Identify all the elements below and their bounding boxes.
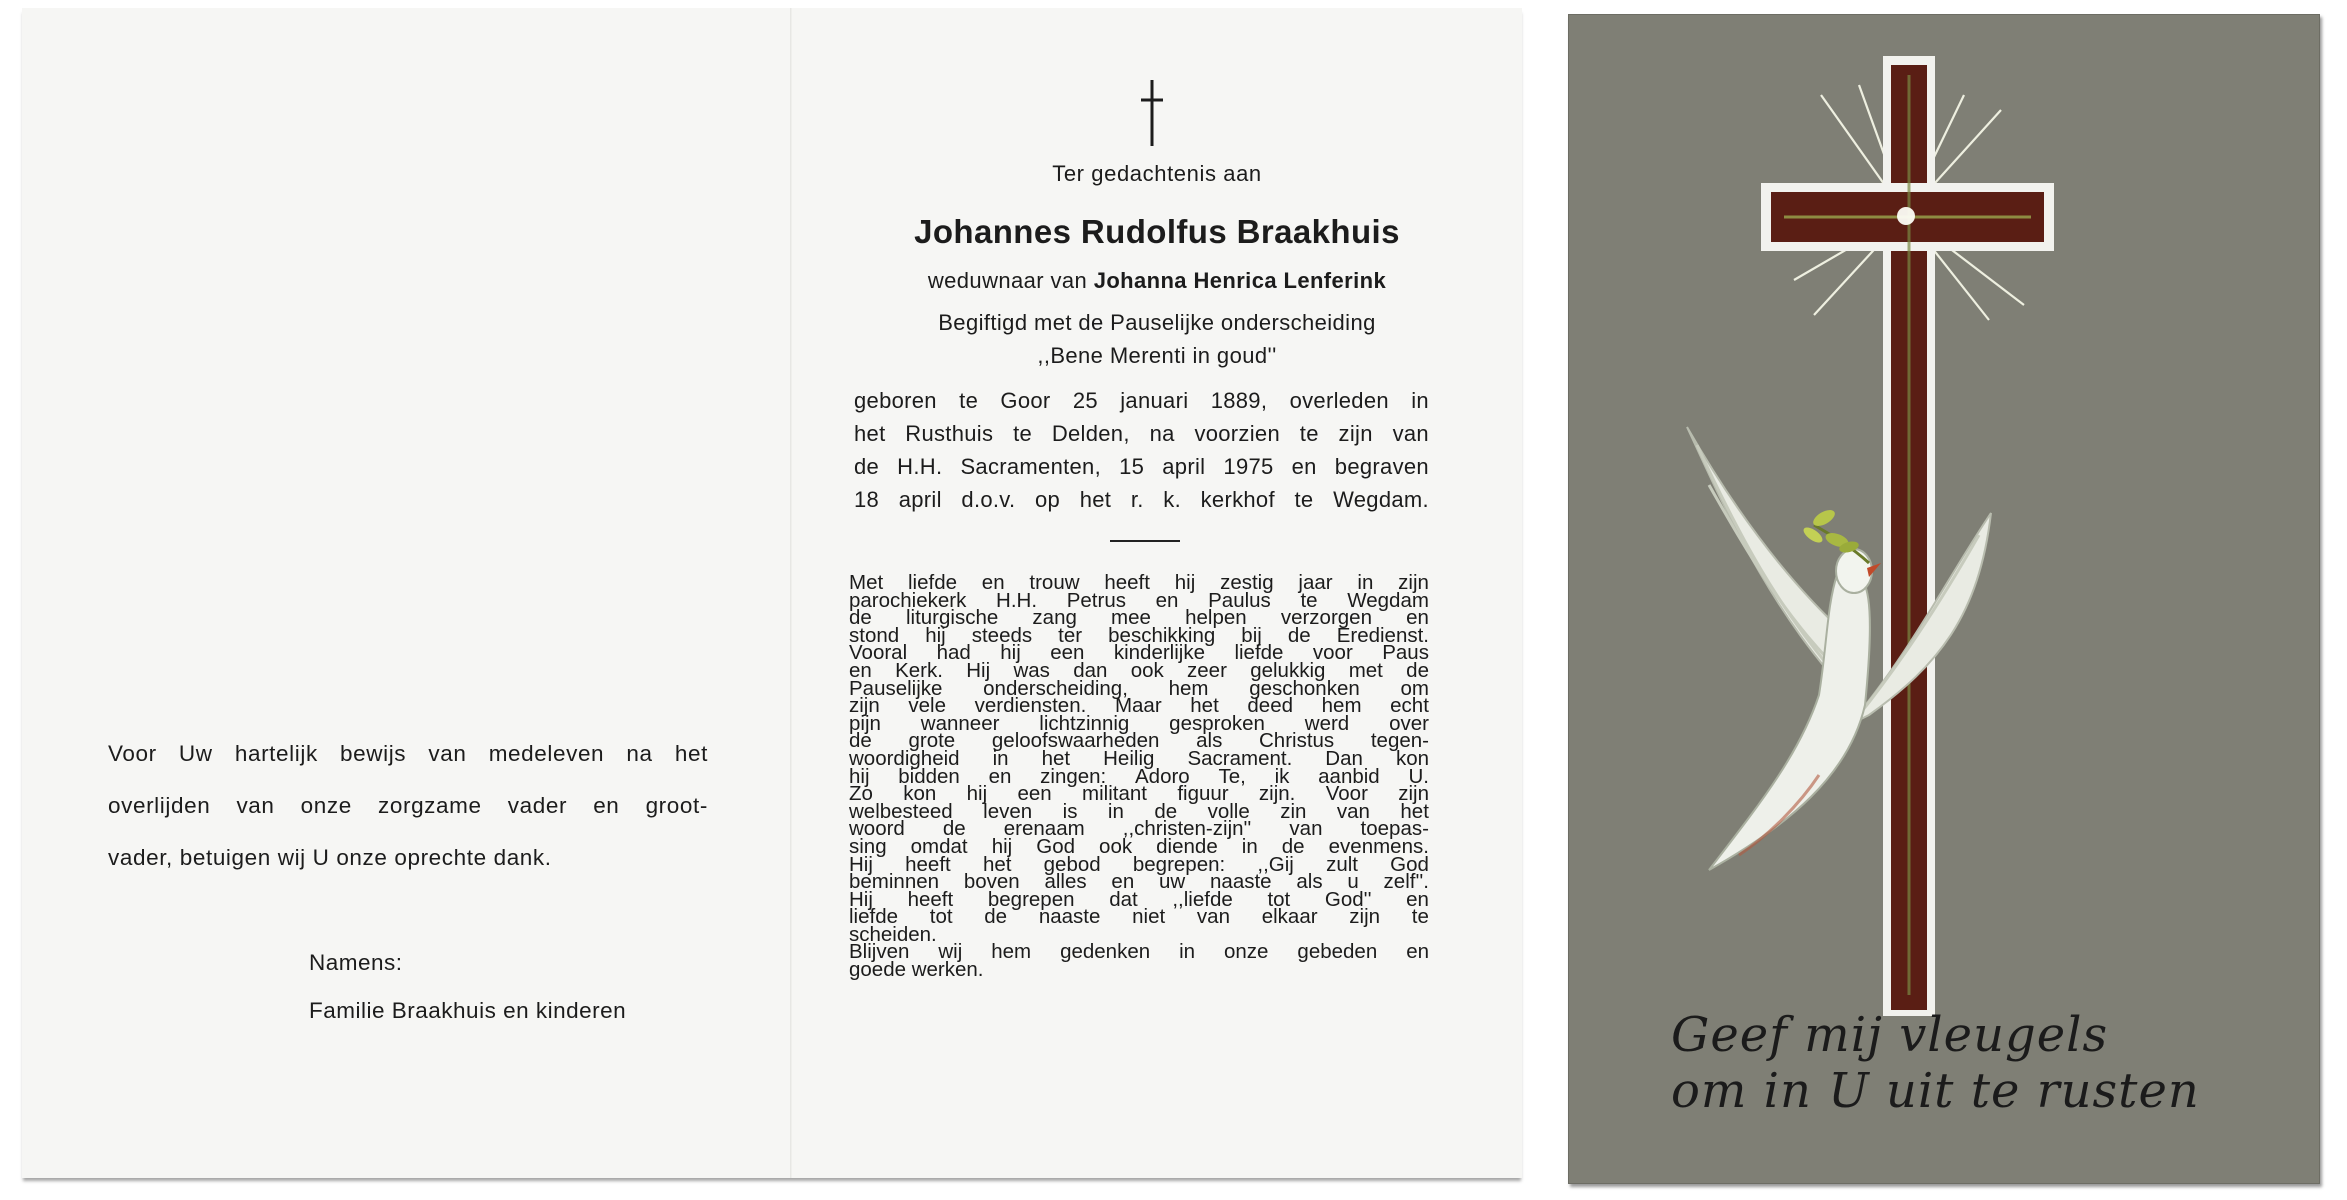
tribute-word: volle	[1207, 799, 1250, 823]
tribute-word: Pauselijke	[849, 676, 943, 700]
tribute-word: evenmens.	[1328, 834, 1429, 858]
tribute-word: liefde	[907, 571, 957, 594]
thanks-word: het	[674, 741, 708, 766]
thanks-line-2	[108, 793, 708, 845]
tribute-word: vele	[908, 694, 946, 718]
tribute-word: als	[1196, 729, 1223, 753]
tribute-word: leven	[983, 799, 1033, 823]
tribute-word: met	[1348, 658, 1383, 682]
thanks-line-1	[108, 741, 708, 793]
tribute-word: woord	[849, 817, 905, 841]
tribute-word: zijn	[1398, 782, 1429, 806]
thanks-word: en	[593, 793, 620, 818]
thanks-line-3	[108, 845, 708, 897]
thanks-word: overlijden	[108, 793, 211, 818]
bio-word: 18	[854, 487, 880, 512]
tribute-word: hem	[991, 940, 1032, 964]
tribute-word: God''	[1324, 887, 1372, 911]
thanks-word: groot-	[645, 793, 708, 818]
tribute-word: Vooral	[849, 641, 908, 665]
bio-word: 15	[1119, 454, 1145, 479]
cross-illustration	[1761, 56, 2054, 1016]
tribute-word: echt	[1390, 694, 1429, 718]
thanks-word: Uw	[178, 741, 213, 766]
tribute-word: geloofswaarheden	[991, 729, 1160, 753]
tribute-word: naaste	[1038, 905, 1101, 929]
tribute-word: grote	[908, 729, 956, 753]
cross-icon	[1132, 78, 1172, 148]
biography-block	[854, 388, 1429, 520]
namens-label: Namens:	[309, 950, 403, 975]
tribute-word: te	[1300, 588, 1318, 612]
widower-prefix: weduwnaar van	[927, 268, 1088, 293]
tribute-word: verdiensten.	[974, 694, 1087, 718]
in-memory-heading: Ter gedachtenis aan	[1052, 161, 1262, 186]
tribute-word: figuur	[1177, 782, 1229, 806]
tribute-word: zijn	[849, 694, 880, 718]
tribute-word: zelf''.	[1383, 870, 1429, 894]
tribute-word: zestig	[1220, 571, 1274, 594]
tribute-word: Wegdam	[1347, 588, 1429, 612]
tribute-word: Paus	[1382, 641, 1429, 665]
tribute-word: lichtzinnig	[1039, 711, 1130, 735]
tribute-word: Heilig	[1103, 746, 1155, 770]
tribute-word: ,,christen-zijn''	[1122, 817, 1252, 841]
tribute-word: tegen-	[1370, 729, 1429, 753]
tribute-word: de	[1281, 834, 1305, 858]
tribute-word: liefde	[849, 905, 899, 929]
tribute-word: en	[981, 571, 1005, 594]
tribute-word: Te,	[1218, 764, 1246, 788]
tribute-word: beschikking	[1108, 623, 1216, 647]
tribute-word: het	[1400, 799, 1429, 823]
bio-line	[854, 487, 1429, 520]
tribute-word: zingen:	[1040, 764, 1107, 788]
olive-branch-icon	[1801, 507, 1869, 563]
tribute-word: zang	[1032, 606, 1077, 630]
bio-word: te	[1294, 487, 1314, 512]
tribute-word: wanneer	[920, 711, 1000, 735]
tribute-word: te	[1411, 905, 1429, 929]
tribute-word: verzorgen	[1280, 606, 1372, 630]
tribute-word: ter	[1058, 623, 1083, 647]
bio-word: voorzien	[1194, 421, 1280, 446]
tribute-word: niet	[1132, 905, 1166, 929]
thanks-word: na	[626, 741, 653, 766]
tribute-word: had	[936, 641, 971, 665]
bio-word: januari	[1120, 388, 1189, 413]
tribute-word: elkaar	[1261, 905, 1318, 929]
tribute-word: werd	[1304, 711, 1350, 735]
bio-line	[854, 454, 1429, 487]
tribute-word: kon	[1395, 746, 1429, 770]
thanks-word: zorgzame	[378, 793, 482, 818]
tribute-word: van	[1289, 817, 1323, 841]
tribute-word: zijn	[1349, 905, 1381, 929]
tribute-word: boven	[963, 870, 1020, 894]
thanks-word: bewijs	[340, 741, 407, 766]
widower-line	[792, 268, 1522, 294]
tribute-word: naaste	[1210, 870, 1272, 894]
tribute-word: pijn	[849, 711, 881, 735]
bio-word: 1889,	[1210, 388, 1268, 413]
tribute-word: aanbid	[1318, 764, 1380, 788]
thanks-word: van	[236, 793, 275, 818]
tribute-word: in	[1107, 799, 1124, 823]
tribute-word: een	[1050, 641, 1085, 665]
tribute-word: diende	[1156, 834, 1218, 858]
holy-card	[1568, 14, 2320, 1184]
tribute-word: in	[992, 746, 1009, 770]
tribute-word: geschonken	[1249, 676, 1360, 700]
tribute-word: en	[849, 658, 872, 682]
tribute-word: Maar	[1114, 694, 1162, 718]
tribute-word: gedenken	[1060, 940, 1151, 964]
tribute-word: het	[982, 852, 1012, 876]
tribute-word: Sacrament.	[1187, 746, 1293, 770]
bio-word: april	[1162, 454, 1206, 479]
tribute-word: U.	[1408, 764, 1429, 788]
tribute-word: begrepen:	[1132, 852, 1226, 876]
tribute-word: deed	[1247, 694, 1294, 718]
tribute-word: Blijven	[849, 940, 910, 964]
tribute-word: uw	[1159, 870, 1186, 894]
tribute-word: Paulus	[1208, 588, 1271, 612]
tribute-word: zeer	[1187, 658, 1227, 682]
tribute-text	[849, 571, 1429, 982]
tribute-word: hij	[991, 834, 1013, 858]
tribute-word: in	[1179, 940, 1196, 964]
bio-word: op	[1035, 487, 1061, 512]
tribute-word: u	[1347, 870, 1359, 894]
tribute-word: dat	[1109, 887, 1138, 911]
tribute-word: Petrus	[1066, 588, 1126, 612]
thanks-word: medeleven	[488, 741, 605, 766]
tribute-word: bij	[1241, 623, 1262, 647]
bio-word: 1975	[1223, 454, 1274, 479]
thanks-word: vader	[507, 793, 568, 818]
tribute-word: kon	[903, 782, 937, 806]
family-signature: Familie Braakhuis en kinderen	[309, 998, 627, 1023]
tribute-word: tot	[929, 905, 953, 929]
tribute-word: Eredienst.	[1336, 623, 1429, 647]
honour-line-2: ,,Bene Merenti in goud''	[1037, 343, 1277, 368]
tribute-word: helpen	[1185, 606, 1247, 630]
deceased-name: Johannes Rudolfus Braakhuis	[914, 213, 1400, 250]
tribute-word: in	[1241, 834, 1258, 858]
tribute-word: omdat	[910, 834, 968, 858]
tribute-word: zijn	[1398, 571, 1429, 594]
bio-word: zijn	[1338, 421, 1373, 446]
tribute-word: beminnen	[849, 870, 940, 894]
tribute-word: is	[1062, 799, 1078, 823]
tribute-word: begrepen	[987, 887, 1075, 911]
tribute-word: de	[984, 905, 1008, 929]
radiance-center	[1897, 207, 1915, 225]
tribute-word: om	[1400, 676, 1429, 700]
bio-word: te	[1013, 421, 1033, 446]
tribute-word: Zo	[849, 782, 873, 806]
thanks-word: van	[428, 741, 467, 766]
bio-line	[854, 421, 1429, 454]
dove-illustration	[1687, 427, 1991, 870]
bio-word: Goor	[1000, 388, 1051, 413]
bio-word: r.	[1130, 487, 1144, 512]
thanks-word: vader, betuigen wij U onze oprechte dank.	[108, 845, 552, 870]
bio-line	[854, 388, 1429, 421]
tribute-word: in	[1357, 571, 1374, 594]
tribute-word: de	[849, 606, 872, 630]
tribute-word: Christus	[1259, 729, 1335, 753]
tribute-word: hem	[1321, 694, 1362, 718]
tribute-word: mee	[1111, 606, 1151, 630]
caption-line-2: om in U uit te rusten	[1671, 1063, 2200, 1119]
tribute-word: hij	[966, 782, 988, 806]
tribute-word: tot	[1267, 887, 1291, 911]
tribute-word: toepas-	[1360, 817, 1429, 841]
tribute-word: Hij	[849, 852, 873, 876]
tribute-word: jaar	[1298, 571, 1333, 594]
card-left-panel	[22, 8, 790, 1178]
tribute-word: dan	[1073, 658, 1108, 682]
tribute-word: voor	[1312, 641, 1353, 665]
bio-word: begraven	[1334, 454, 1429, 479]
caption-line-1: Geef mij vleugels	[1671, 1007, 2109, 1063]
tribute-word: steeds	[971, 623, 1033, 647]
tribute-word: God	[1390, 852, 1429, 876]
bio-word: geboren	[854, 388, 937, 413]
bio-word: te	[959, 388, 979, 413]
tribute-word: kinderlijke	[1113, 641, 1205, 665]
honour-line-1: Begiftigd met de Pauselijke onderscheiding	[938, 310, 1376, 335]
thanks-word: onze	[300, 793, 352, 818]
tribute-word: en	[988, 764, 1012, 788]
tribute-line	[849, 958, 1429, 982]
tribute-word: liturgische	[905, 606, 999, 630]
bio-word: Delden,	[1051, 421, 1130, 446]
tribute-word: Kerk.	[895, 658, 943, 682]
tribute-word: militant	[1082, 782, 1147, 806]
bio-word: kerkhof	[1200, 487, 1275, 512]
tribute-word: alles	[1044, 870, 1087, 894]
bio-word: k.	[1163, 487, 1181, 512]
tribute-word: Adoro	[1135, 764, 1190, 788]
tribute-word: H.H.	[996, 588, 1038, 612]
tribute-word: Met	[849, 571, 884, 594]
tribute-word: bidden	[898, 764, 960, 788]
tribute-word: ook	[1130, 658, 1164, 682]
tribute-word: hij	[1000, 641, 1021, 665]
bio-word: de	[854, 454, 880, 479]
tribute-word: stond	[849, 623, 900, 647]
bio-word: en	[1291, 454, 1317, 479]
tribute-word: een	[1017, 782, 1052, 806]
tribute-word: van	[1196, 905, 1230, 929]
tribute-line-text: scheiden.	[849, 922, 937, 946]
tribute-word: Hij	[849, 887, 873, 911]
bio-word: overleden	[1289, 388, 1389, 413]
card-right-panel	[792, 8, 1522, 1178]
bio-word: van	[1392, 421, 1429, 446]
thanks-text	[108, 741, 708, 897]
tribute-word: en	[1406, 887, 1429, 911]
bio-word: na	[1149, 421, 1175, 446]
tribute-word: heeft	[1104, 571, 1150, 594]
tribute-word: zin	[1280, 799, 1307, 823]
bio-word: d.o.v.	[961, 487, 1016, 512]
bio-word: H.H.	[897, 454, 943, 479]
tribute-word: onze	[1224, 940, 1269, 964]
bio-word: het	[1079, 487, 1112, 512]
tribute-word: hem	[1168, 676, 1209, 700]
tribute-word: hij	[849, 764, 870, 788]
bio-word: 25	[1072, 388, 1098, 413]
tribute-word: gelukkig	[1250, 658, 1326, 682]
tribute-line-text: goede werken.	[849, 958, 984, 982]
tribute-word: van	[1336, 799, 1370, 823]
tribute-word: gebod	[1043, 852, 1101, 876]
tribute-word: en	[1406, 940, 1429, 964]
tribute-word: als	[1296, 870, 1323, 894]
bio-word: in	[1411, 388, 1429, 413]
tribute-word: zult	[1326, 852, 1358, 876]
bio-word: Rusthuis	[905, 421, 994, 446]
tribute-word: parochiekerk	[849, 588, 967, 612]
tribute-word: hij	[1174, 571, 1196, 594]
tribute-word: hij	[925, 623, 946, 647]
section-divider	[1110, 540, 1180, 542]
tribute-word: zijn.	[1258, 782, 1296, 806]
tribute-word: de	[1287, 623, 1311, 647]
tribute-word: de	[1406, 658, 1429, 682]
tribute-word: heeft	[907, 887, 954, 911]
tribute-word: over	[1389, 711, 1429, 735]
tribute-word: gebeden	[1297, 940, 1378, 964]
tribute-word: sing	[849, 834, 887, 858]
tribute-word: woordigheid	[849, 746, 960, 770]
bio-word: Sacramenten,	[960, 454, 1102, 479]
bio-word: april	[898, 487, 942, 512]
tribute-word: liefde	[1234, 641, 1284, 665]
tribute-word: de	[942, 817, 966, 841]
tribute-word: ik	[1274, 764, 1290, 788]
tribute-word: wij	[938, 940, 963, 964]
tribute-word: Voor	[1325, 782, 1368, 806]
tribute-word: welbesteed	[849, 799, 953, 823]
tribute-word: de	[849, 729, 872, 753]
tribute-word: erenaam	[1003, 817, 1085, 841]
tribute-word: het	[1190, 694, 1219, 718]
thanks-word: Voor	[108, 741, 157, 766]
tribute-word: Hij	[966, 658, 991, 682]
tribute-word: trouw	[1029, 571, 1080, 594]
tribute-word: gesproken	[1169, 711, 1265, 735]
bio-word: Wegdam.	[1333, 487, 1429, 512]
tribute-word: onderscheiding,	[983, 676, 1128, 700]
tribute-word: en	[1406, 606, 1429, 630]
bio-word: het	[854, 421, 886, 446]
tribute-word: het	[1041, 746, 1071, 770]
tribute-word: heeft	[905, 852, 951, 876]
tribute-word: Dan	[1325, 746, 1363, 770]
tribute-word: en	[1111, 870, 1135, 894]
tribute-word: was	[1013, 658, 1050, 682]
bio-word: te	[1299, 421, 1319, 446]
tribute-word: God	[1036, 834, 1075, 858]
tribute-word: ,,liefde	[1172, 887, 1233, 911]
tribute-word: de	[1154, 799, 1178, 823]
holy-card-caption	[1671, 1007, 2271, 1119]
tribute-word: ook	[1099, 834, 1133, 858]
tribute-word: en	[1155, 588, 1179, 612]
tribute-word: ,,Gij	[1257, 852, 1294, 876]
thanks-word: hartelijk	[234, 741, 318, 766]
spouse-name: Johanna Henrica Lenferink	[1093, 268, 1387, 293]
